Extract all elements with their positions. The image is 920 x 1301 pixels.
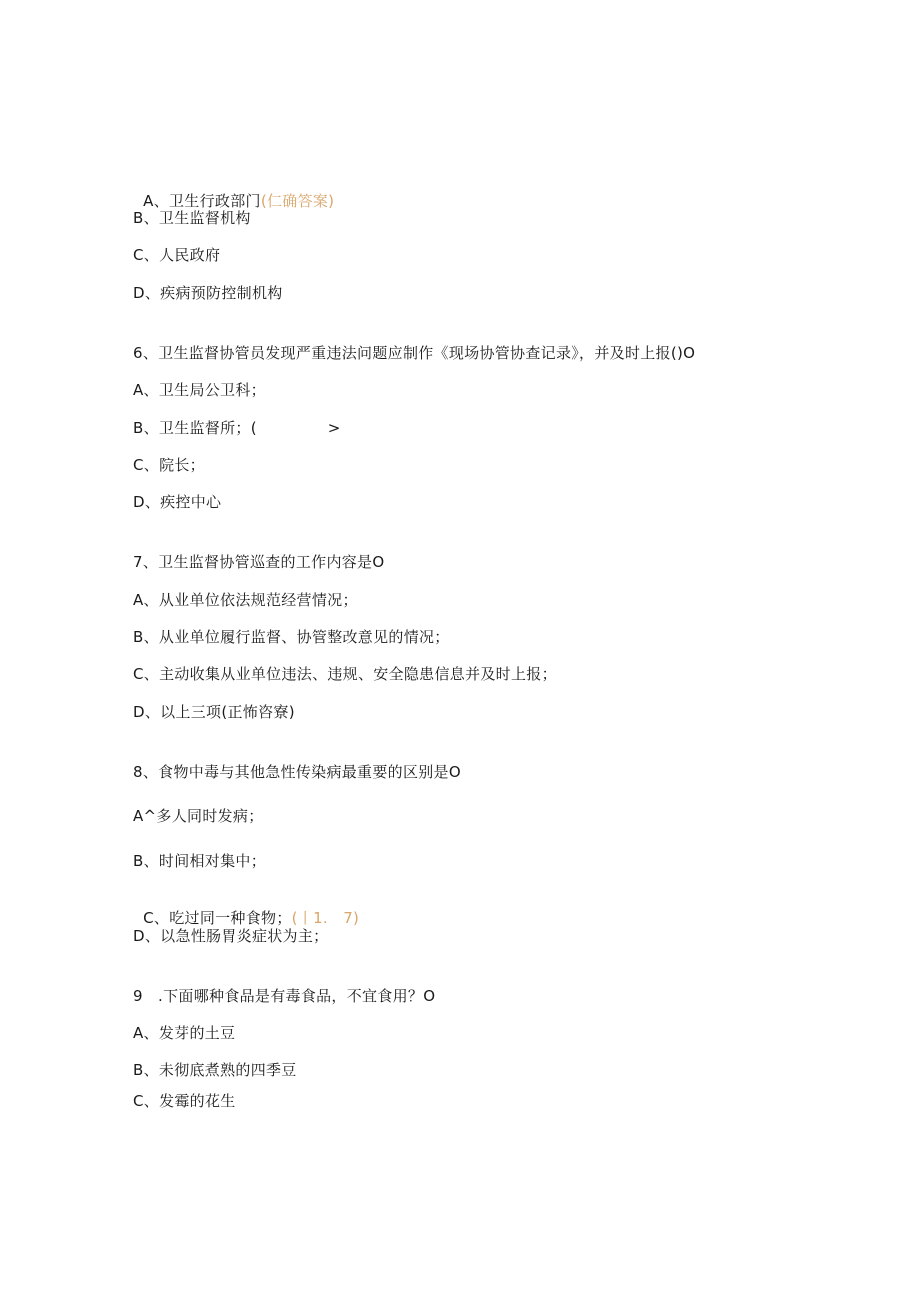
q7-option-d: D、以上三项(正怖咨寮) — [133, 703, 295, 721]
q5-option-a — [133, 171, 334, 211]
q6-option-d: D、疾控中心 — [133, 493, 222, 511]
q8-option-a: A^多人同时发病； — [133, 807, 264, 825]
q6-option-a: A、卫生局公卫科； — [133, 381, 266, 399]
q7-option-a: A、从业单位依法规范经营情况； — [133, 591, 358, 609]
q5-option-a-text: A、卫生行政部门 — [143, 192, 261, 210]
q6-stem: 6、卫生监督协管员发现严重违法问题应制作《现场协管协查记录》，并及时上报()O — [133, 344, 696, 362]
q8-option-c-note: (丨1. 7) — [291, 909, 360, 927]
q5-option-a-answer-note: (仁确答案) — [260, 192, 335, 210]
q8-stem: 8、食物中毒与其他急性传染病最重要的区别是O — [133, 763, 461, 781]
q5-option-b: B、卫生监督机构 — [133, 209, 251, 227]
q7-option-c: C、主动收集从业单位违法、违规、安全隐患信息并及时上报； — [133, 665, 557, 683]
q5-option-c: C、人民政府 — [133, 246, 221, 264]
q9-stem: 9 .下面哪种食品是有毒食品，不宜食用？O — [133, 987, 436, 1005]
q9-option-c: C、发霉的花生 — [133, 1092, 236, 1110]
q7-stem: 7、卫生监督协管巡查的工作内容是O — [133, 553, 385, 571]
q8-option-c-text: C、吃过同一种食物； — [143, 909, 292, 927]
q6-option-c: C、院长； — [133, 456, 205, 474]
q9-option-a: A、发芽的土豆 — [133, 1024, 236, 1042]
q8-option-c — [133, 888, 359, 928]
q5-option-d: D、疾病预防控制机构 — [133, 284, 283, 302]
q6-option-b: B、卫生监督所；( > — [133, 419, 341, 437]
q9-option-b: B、未彻底煮熟的四季豆 — [133, 1061, 297, 1079]
q7-option-b: B、从业单位履行监督、协管整改意见的情况； — [133, 628, 450, 646]
q8-option-b: B、时间相对集中； — [133, 852, 266, 870]
q8-option-d: D、以急性肠胃炎症状为主； — [133, 927, 329, 945]
